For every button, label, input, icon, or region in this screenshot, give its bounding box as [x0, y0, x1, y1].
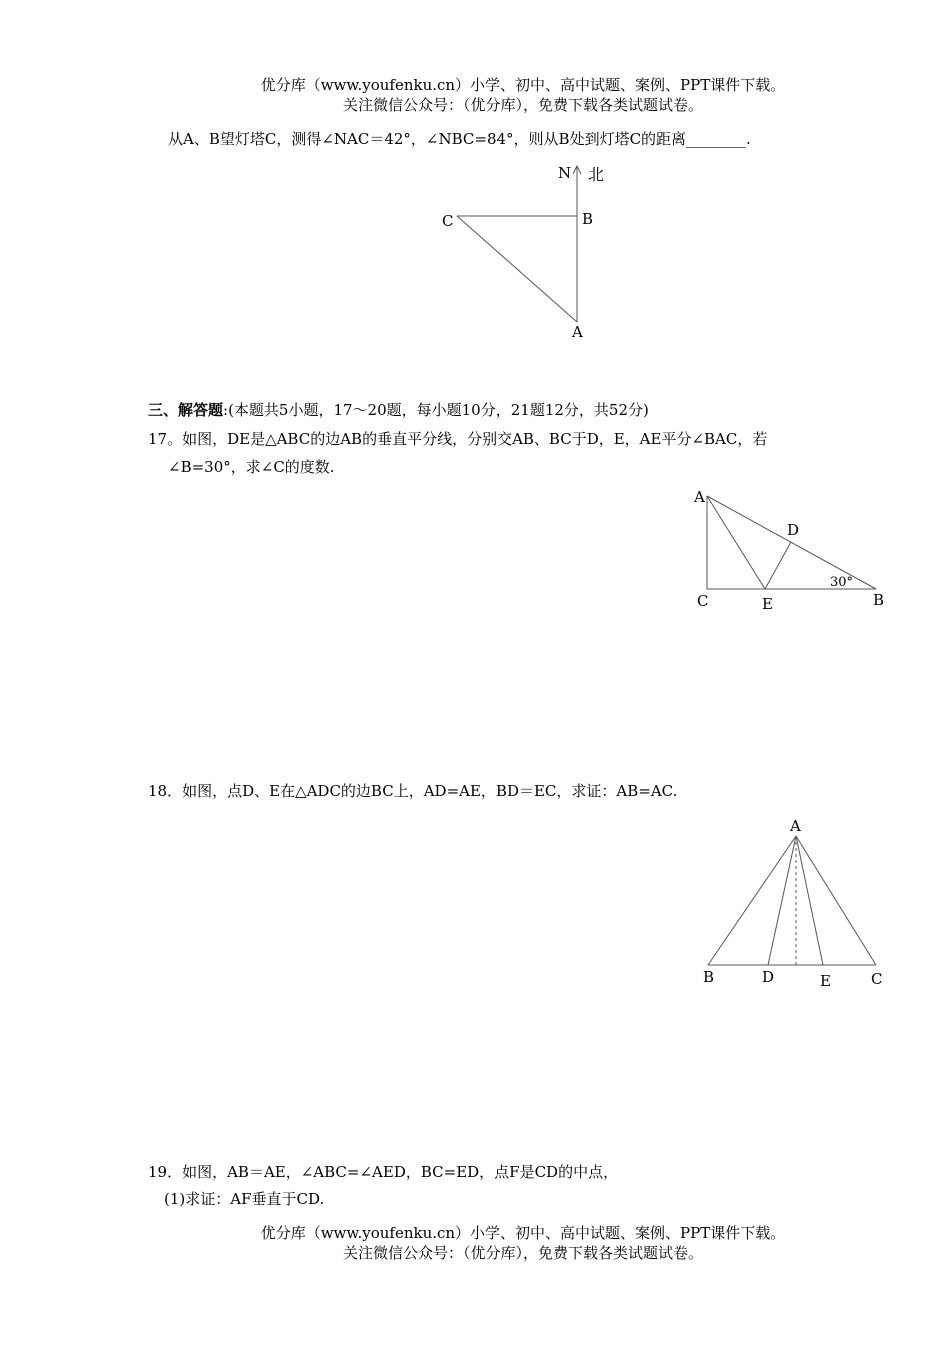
label-n: N — [558, 164, 572, 182]
label-d: D — [762, 968, 775, 986]
label-e: E — [762, 595, 773, 613]
label-north: 北 — [588, 165, 605, 184]
header-line-2: 关注微信公众号：（优分库），免费下载各类试题试卷。 — [342, 96, 703, 114]
label-c: C — [871, 970, 883, 988]
label-e: E — [820, 972, 831, 990]
label-d: D — [787, 521, 800, 539]
question-17-line-1: 17。如图，DE是△ABC的边AB的垂直平分线，分别交AB、BC于D，E，AE平分∠BAC，若 — [148, 430, 768, 448]
segment-ac — [796, 836, 876, 965]
label-c: C — [697, 592, 709, 610]
question-17-line-2: ∠B=30°，求∠C的度数. — [168, 458, 335, 476]
question-19-line-2: (1)求证：AF垂直于CD. — [164, 1190, 325, 1208]
label-c: C — [442, 212, 454, 230]
label-b: B — [582, 210, 594, 228]
header-line-1: 优分库（www.youfenku.cn）小学、初中、高中试题、案例、PPT课件下载。 — [260, 76, 786, 94]
label-b: B — [873, 591, 885, 609]
label-a: A — [694, 488, 705, 506]
question-18-text: 18．如图，点D、E在△ADC的边BC上，AD=AE，BD＝EC，求证：AB=AC. — [148, 782, 678, 800]
footer-line-1: 优分库（www.youfenku.cn）小学、初中、高中试题、案例、PPT课件下载。 — [260, 1224, 786, 1242]
section-3-title: 三、解答题 — [148, 401, 224, 419]
question-19-line-1: 19．如图，AB＝AE，∠ABC=∠AED，BC=ED，点F是CD的中点， — [148, 1163, 619, 1181]
question-16-text: 从A、B望灯塔C，测得∠NAC＝42°，∠NBC=84°，则从B处到灯塔C的距离________. — [168, 130, 751, 148]
footer-line-2: 关注微信公众号：（优分库），免费下载各类试题试卷。 — [342, 1244, 703, 1262]
label-angle-30: 30° — [830, 575, 854, 590]
section-3-desc: :(本题共5小题，17～20题，每小题10分，21题12分，共52分) — [223, 401, 649, 419]
segment-ae — [796, 836, 823, 965]
segment-ad — [768, 836, 796, 965]
label-a: A — [572, 323, 583, 341]
segment-ab — [708, 836, 796, 965]
label-b: B — [703, 968, 715, 986]
label-a: A — [790, 817, 801, 835]
